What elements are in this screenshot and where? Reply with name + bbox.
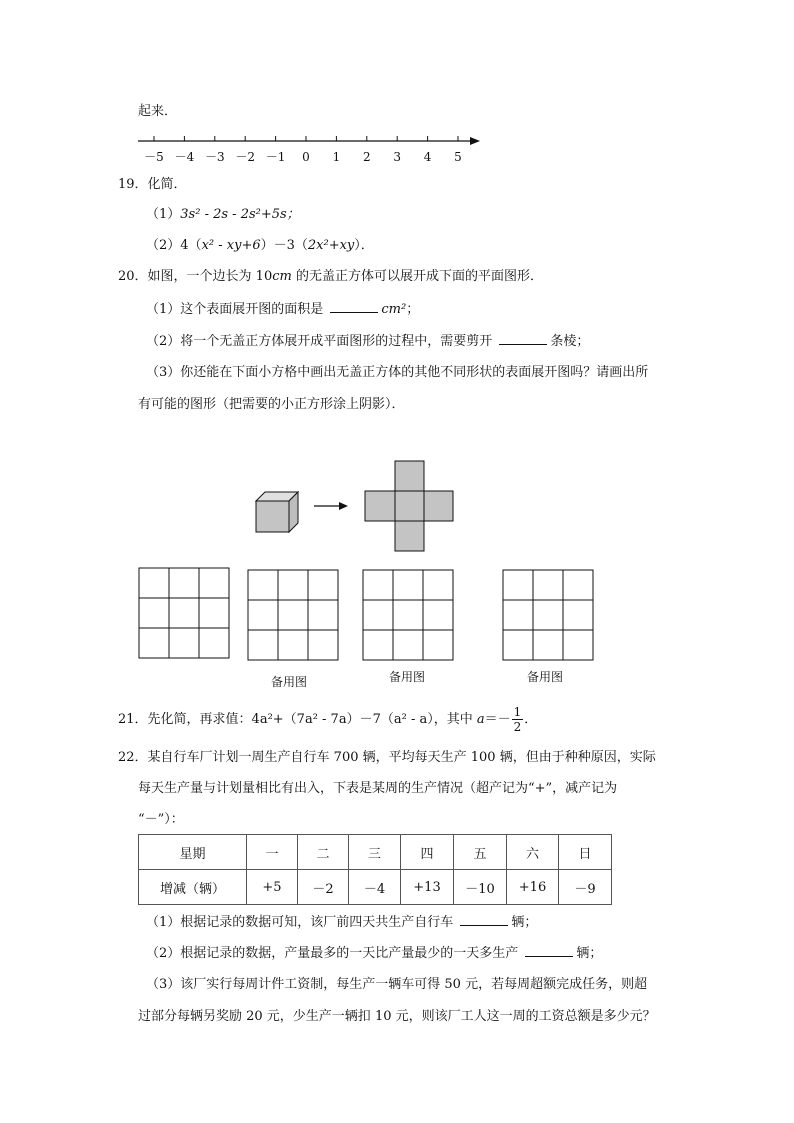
grid-cell	[169, 628, 199, 658]
grid-cell	[363, 630, 393, 660]
number-line-label: 5	[454, 150, 462, 164]
q22-part1-end: 辆；	[511, 915, 538, 930]
table-change: －4	[349, 870, 401, 905]
table-day: 一	[247, 835, 298, 870]
number-line-label: －4	[174, 150, 195, 164]
table-change: －10	[454, 870, 507, 905]
q22-line2: 每天生产量与计划量相比有出入，下表是某周的生产情况（超产记为“+”，减产记为	[138, 781, 618, 796]
grid-cell	[248, 630, 278, 660]
production-table	[138, 834, 612, 905]
table-row	[139, 835, 612, 870]
q20-part1-end: ；	[406, 302, 420, 317]
grid-cell	[169, 598, 199, 628]
q21-fraction	[512, 705, 524, 734]
q22-part2-end: 辆；	[576, 946, 603, 961]
grid-cell	[423, 600, 453, 630]
grid-cell	[308, 600, 338, 630]
table-row	[139, 870, 612, 905]
q20-title-a: 20．如图，一个边长为 10	[118, 269, 273, 284]
grid-caption: 备用图	[527, 670, 564, 684]
q20-part3-line2: 有可能的图形（把需要的小正方形涂上阴影）．	[138, 397, 405, 412]
table-header-label: 星期	[139, 835, 247, 870]
table-change: －9	[559, 870, 612, 905]
q19-title: 19．化简．	[118, 177, 187, 192]
table-change: －2	[298, 870, 349, 905]
table-change: +5	[247, 870, 298, 905]
grid-cell	[563, 630, 593, 660]
q19-part2-a: 4（	[180, 238, 202, 253]
spare-grid	[139, 568, 229, 658]
fraction-numerator: 1	[513, 705, 522, 719]
q21-end: ．	[524, 712, 538, 727]
number-line-label: 1	[332, 150, 341, 164]
table-row-label: 增减（辆）	[139, 870, 247, 905]
grid-cell	[169, 568, 199, 598]
grid-cell	[248, 600, 278, 630]
grid-cell	[503, 630, 533, 660]
table-day: 日	[559, 835, 612, 870]
grid-cell	[278, 600, 308, 630]
grid-cell	[423, 570, 453, 600]
grid-cell	[139, 568, 169, 598]
grid-cell	[308, 570, 338, 600]
number-line-label: 0	[302, 150, 310, 164]
table-change: +13	[401, 870, 454, 905]
grid-cell	[199, 628, 229, 658]
table-day: 四	[401, 835, 454, 870]
q19-part2-c: ）－3（	[260, 238, 308, 253]
grid-cell	[139, 628, 169, 658]
number-line-label: 2	[362, 150, 371, 164]
grid-cell	[563, 570, 593, 600]
grid-cell	[393, 570, 423, 600]
spare-grid	[503, 570, 593, 660]
grid-caption: 备用图	[389, 670, 426, 684]
grid-cell	[363, 600, 393, 630]
grid-cell	[423, 630, 453, 660]
grid-cell	[278, 630, 308, 660]
grid-cell	[248, 570, 278, 600]
q19-part2-d: 2x²+xy	[307, 238, 355, 253]
number-line-label: －2	[235, 150, 255, 164]
number-line-label: －5	[144, 150, 164, 164]
continuation-text: 起来．	[138, 104, 178, 119]
grid-cell	[393, 630, 423, 660]
table-day: 三	[349, 835, 401, 870]
grid-cell	[503, 570, 533, 600]
q22-part2-text: （2）根据记录的数据，产量最多的一天比产量最少的一天多生产	[146, 946, 523, 961]
q22-part1	[146, 913, 537, 932]
q22-line1: 22．某自行车厂计划一周生产自行车 700 辆，平均每天生产 100 辆，但由于种种原因，实际	[118, 750, 656, 765]
q20-title-b: 的无盖正方体可以展开成下面的平面图形．	[291, 269, 543, 284]
table-day: 五	[454, 835, 507, 870]
grid-cell	[533, 630, 563, 660]
q19-part1-expr: 3s² - 2s - 2s²+5s；	[180, 207, 300, 222]
number-line-label: －1	[265, 150, 286, 164]
grid-cell	[563, 600, 593, 630]
q19-part1-prefix: （1）	[146, 207, 181, 222]
grid-cell	[393, 600, 423, 630]
grid-cell	[199, 568, 229, 598]
q22-part3-line2: 过部分每辆另奖励 20 元，少生产一辆扣 10 元，则该厂工人这一周的工资总额是多少元？	[138, 1009, 656, 1024]
q19-part2-e: ）．	[354, 238, 374, 253]
number-line-label: －3	[204, 150, 225, 164]
q21	[118, 705, 537, 734]
q19-part2-b: x² - xy+6	[201, 238, 261, 253]
q22-line3: “－”）：	[138, 812, 184, 827]
q20-title-unit: cm	[272, 269, 292, 284]
answer-blank[interactable]	[460, 913, 508, 926]
grid-cell	[278, 570, 308, 600]
q20-part1-unit: cm²	[381, 302, 407, 317]
number-line-label: 4	[423, 150, 432, 164]
q20-part1-text: （1）这个表面展开图的面积是	[146, 302, 328, 317]
grid-caption: 备用图	[271, 675, 308, 689]
q22-part2	[146, 944, 602, 963]
grid-cell	[363, 570, 393, 600]
table-day: 二	[298, 835, 349, 870]
table-day: 六	[507, 835, 559, 870]
q21-var: a	[476, 712, 485, 727]
q19-part2-prefix: （2）	[146, 238, 181, 253]
grid-cell	[139, 598, 169, 628]
number-line-label: 3	[393, 150, 401, 164]
spare-grid	[363, 570, 453, 660]
grid-cell	[308, 630, 338, 660]
q20-part2-end: 条棱；	[550, 334, 590, 349]
fraction-denominator: 2	[513, 720, 522, 734]
q20-part3-line1: （3）你还能在下面小方格中画出无盖正方体的其他不同形状的表面展开图吗？请画出所	[146, 365, 649, 380]
grid-cell	[199, 598, 229, 628]
q22-part1-text: （1）根据记录的数据可知，该厂前四天共生产自行车	[146, 915, 458, 930]
q21-eq: ＝－	[484, 712, 511, 727]
spare-grid	[248, 570, 338, 660]
grid-cell	[533, 570, 563, 600]
grid-cell	[503, 600, 533, 630]
grid-cell	[533, 600, 563, 630]
q22-part3-line1: （3）该厂实行每周计件工资制，每生产一辆车可得 50 元，若每周超额完成任务，则超	[146, 977, 648, 992]
q20-part2-text: （2）将一个无盖正方体展开成平面图形的过程中，需要剪开	[146, 334, 497, 349]
answer-blank[interactable]	[525, 944, 573, 957]
q21-text: 21．先化简，再求值：4a²+（7a² - 7a）－7（a² - a），其中	[118, 712, 477, 727]
table-change: +16	[507, 870, 559, 905]
